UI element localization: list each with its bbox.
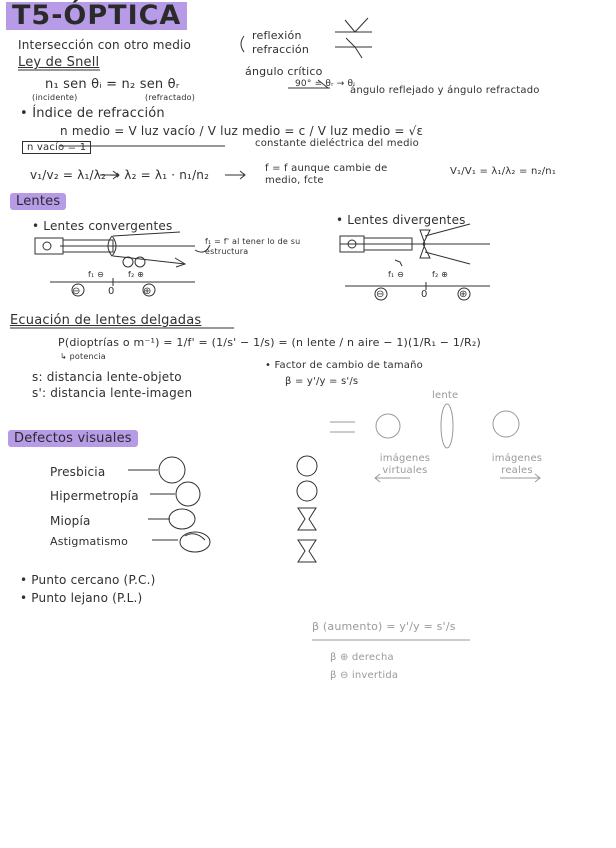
defecto-astigmatismo: Astigmatismo	[50, 535, 129, 548]
defecto-hipermetropia: Hipermetropía	[50, 489, 139, 503]
page-title: T5-ÓPTICA	[6, 2, 187, 30]
v-lambda-formula: v₁/v₂ = λ₁/λ₂ → λ₂ = λ₁ · n₁/n₂	[30, 168, 210, 182]
hipermetropia-eye-icon	[150, 482, 200, 506]
convergentes-label: • Lentes convergentes	[32, 219, 173, 233]
lente-label: lente	[432, 390, 459, 401]
f1-label-conv: f₁ ⊖	[88, 270, 105, 279]
n-vacio-box: n vacío = 1	[22, 141, 91, 154]
ecuacion-heading: Ecuación de lentes delgadas	[10, 313, 202, 328]
s-prime-definition: s': distancia lente-imagen	[32, 386, 193, 400]
convergent-lens-diagram	[35, 232, 195, 296]
sign-minus-div: ⊖	[376, 289, 385, 300]
reflexion-text: reflexión	[252, 29, 302, 42]
punto-lejano-text: Punto lejano (P.L.)	[31, 591, 143, 605]
indice-refraccion-label: Índice de refracción	[32, 106, 165, 121]
factor-label: Factor de cambio de tamaño	[274, 360, 423, 371]
angulo-critico-text: ángulo crítico	[245, 65, 323, 78]
lentes-heading: Lentes	[10, 193, 66, 210]
critical-angle-arrow	[288, 80, 330, 88]
frecuencia-text: f = f aunque cambie de medio, fcte	[265, 163, 388, 186]
astigmatismo-eye-icon	[152, 532, 210, 552]
ley-snell-heading: Ley de Snell	[18, 55, 100, 70]
divergentes-text: Lentes divergentes	[347, 213, 466, 227]
sign-zero-div: 0	[421, 289, 428, 300]
miopia-eye-icon	[148, 509, 195, 529]
f1-label-div: f₁ ⊖	[388, 270, 405, 279]
beta-invertida: β ⊖ invertida	[330, 670, 399, 681]
images-diagram	[312, 404, 540, 640]
brace-icon	[241, 36, 244, 52]
potencia-label: ↳ potencia	[60, 352, 106, 361]
defecto-miopia: Miopía	[50, 514, 91, 528]
divergentes-label: • Lentes divergentes	[336, 213, 466, 227]
snell-formula: n₁ sen θᵢ = n₂ sen θᵣ	[45, 77, 180, 92]
f2-label-conv: f₂ ⊕	[128, 270, 145, 279]
sign-plus-conv: ⊕	[143, 286, 152, 297]
reflection-refraction-icon	[335, 18, 372, 58]
incidente-label: (incidente)	[32, 93, 78, 102]
beta-formula: β = y'/y = s'/s	[285, 376, 359, 387]
lens-shapes-column	[297, 456, 317, 562]
convergentes-text: Lentes convergentes	[43, 219, 173, 233]
beta-derecha: β ⊕ derecha	[330, 652, 394, 663]
refraccion-text: refracción	[252, 43, 310, 56]
sign-zero-conv: 0	[108, 286, 115, 297]
ratio-formula: V₁/V₁ = λ₁/λ₂ = n₂/n₁	[450, 166, 557, 177]
angulo-reflejado-text: ángulo reflejado y ángulo refractado	[350, 85, 540, 96]
sign-minus-conv: ⊖	[72, 286, 81, 297]
n-medio-formula: n medio = V luz vacío / V luz medio = c / V luz medio = √ε	[60, 124, 424, 138]
s-definition: s: distancia lente-objeto	[32, 370, 182, 384]
potencia-formula: P(dioptrías o m⁻¹) = 1/f' = (1/s' − 1/s) = (n lente / n aire − 1)(1/R₁ − 1/R₂)	[58, 336, 481, 349]
aumento-formula: β (aumento) = y'/y = s'/s	[312, 620, 456, 633]
presbicia-eye-icon	[128, 457, 185, 483]
imagenes-reales: imágenes reales	[491, 453, 543, 476]
f2-label-div: f₂ ⊕	[432, 270, 449, 279]
defecto-presbicia: Presbicia	[50, 465, 106, 479]
defectos-heading: Defectos visuales	[8, 430, 138, 447]
constante-text: constante dieléctrica del medio	[255, 138, 419, 149]
refractado-label: (refractado)	[145, 93, 196, 102]
critico-formula: 90° = θᵣ → θᵢ	[295, 79, 356, 89]
indice-refraccion-heading: • Índice de refracción	[20, 106, 165, 121]
sign-plus-div: ⊕	[459, 289, 468, 300]
punto-cercano-text: Punto cercano (P.C.)	[31, 573, 156, 587]
factor-text: • Factor de cambio de tamaño	[265, 360, 423, 371]
lente-nota: f₁ = f' al tener lo de su estructura	[205, 237, 301, 256]
divergent-lens-diagram	[340, 224, 490, 300]
imagenes-virtuales: imágenes virtuales	[379, 453, 431, 476]
punto-lejano: • Punto lejano (P.L.)	[20, 591, 143, 605]
interseccion-text: Intersección con otro medio	[18, 38, 192, 52]
punto-cercano: • Punto cercano (P.C.)	[20, 573, 156, 587]
